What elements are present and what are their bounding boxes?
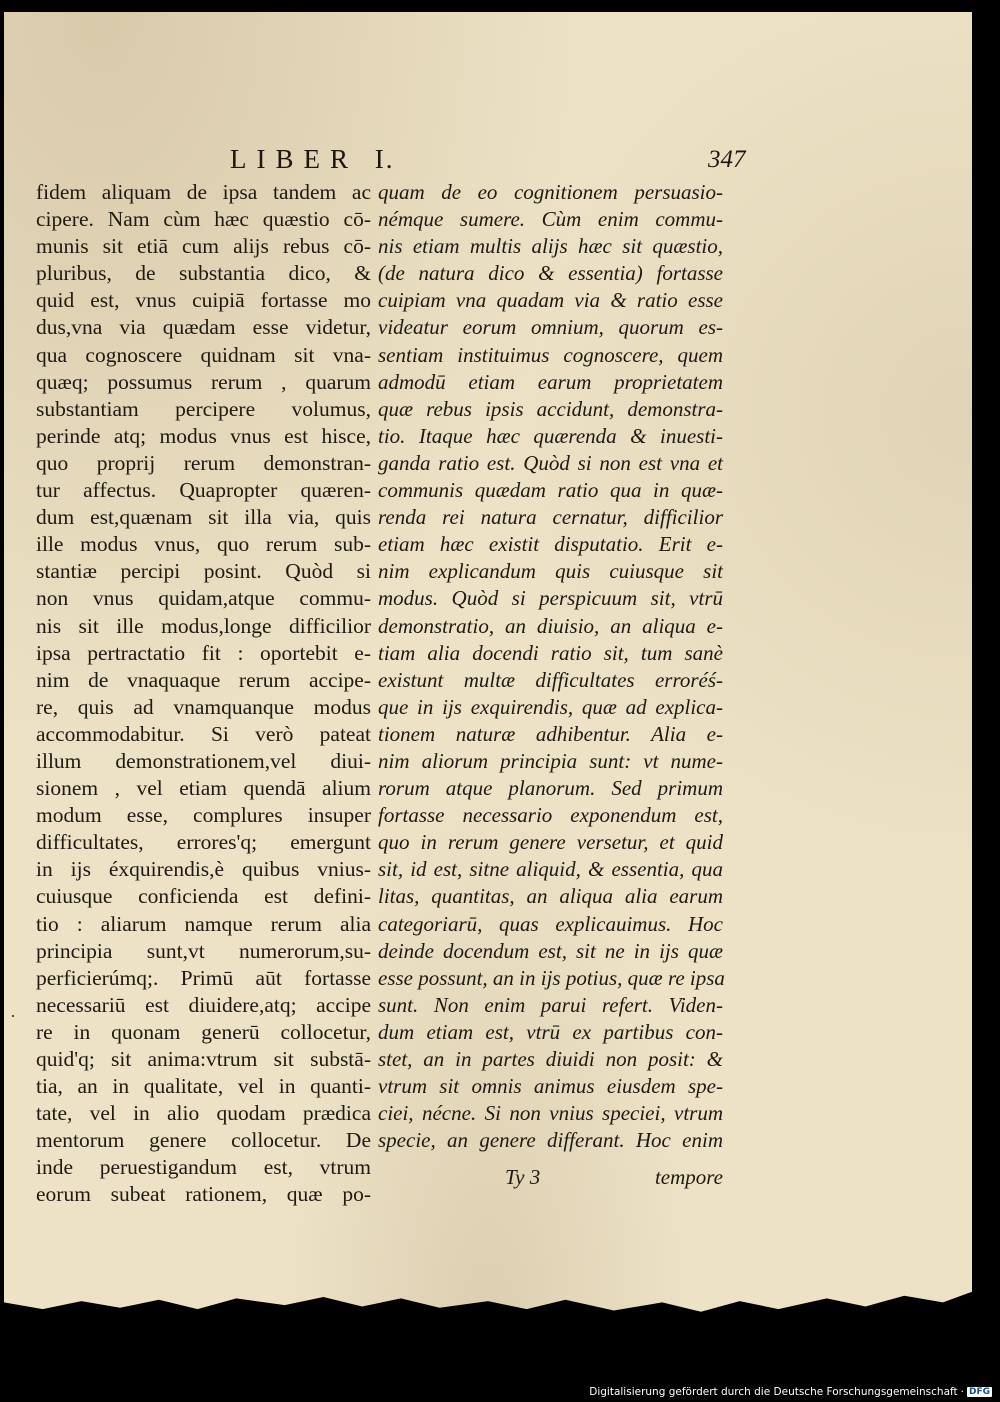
text-line: sunt. Non enim parui refert. Viden-: [378, 992, 723, 1017]
text-line: ganda ratio est. Quòd si non est vna et: [378, 450, 723, 475]
text-line: cuipiam vna quadam via & ratio esse: [378, 288, 723, 313]
text-line: némque sumere. Cùm enim commu-: [378, 207, 723, 232]
text-line: quid est, vnus cuipiā fortasse mo: [36, 288, 371, 313]
text-line: dum est,quænam sit illa via, quis: [36, 505, 371, 530]
text-line: tiam alia docendi ratio sit, tum sanè: [378, 640, 723, 665]
dfg-logo-icon: DFG: [968, 1387, 990, 1397]
text-line: quam de eo cognitionem persuasio-: [378, 180, 723, 204]
text-line: vtrum sit omnis animus eiusdem spe-: [378, 1074, 723, 1099]
text-line: communis quædam ratio qua in quæ-: [378, 478, 723, 503]
text-line: substantiam percipere volumus,: [36, 396, 371, 421]
text-line: sionem , vel etiam quendā alium: [36, 776, 371, 801]
text-line: cipere. Nam cùm hæc quæstio cō-: [36, 207, 371, 232]
credit-text: Digitalisierung gefördert durch die Deutsche Forschungsgemeinschaft: [589, 1386, 958, 1398]
text-line: nis etiam multis alijs hæc sit quæstio,: [378, 234, 723, 259]
text-line: videatur eorum omnium, quorum es-: [378, 315, 723, 340]
text-line: fidem aliquam de ipsa tandem ac: [36, 180, 371, 204]
text-line: renda rei natura cernatur, difficilior: [378, 505, 723, 530]
text-line: modus. Quòd si perspicuum sit, vtrū: [378, 586, 723, 611]
text-line: demonstratio, an diuisio, an aliqua e-: [378, 613, 723, 638]
digitization-credit: Digitalisierung gefördert durch die Deutsche Forschungsgemeinschaft · DFG: [589, 1386, 990, 1398]
text-line: quo in rerum genere versetur, et quid: [378, 830, 723, 855]
text-line: deinde docendum est, sit ne in ijs quæ: [378, 938, 723, 963]
text-line: pluribus, de substantia dico, &: [36, 261, 371, 286]
text-line: re in quonam generū collocetur,: [36, 1019, 371, 1044]
text-line: ciei, nécne. Si non vnius speciei, vtrum: [378, 1101, 723, 1126]
text-line: tia, an in qualitate, vel in quanti-: [36, 1074, 371, 1099]
text-line: etiam hæc existit disputatio. Erit e-: [378, 532, 723, 557]
text-line: illum demonstrationem,vel diui-: [36, 748, 371, 773]
text-line: perficierúmq;. Primū aūt fortasse: [36, 965, 371, 990]
text-line: inde peruestigandum est, vtrum: [36, 1155, 371, 1180]
text-line: existunt multæ difficultates erroréś-: [378, 667, 723, 692]
text-line: tionem naturæ adhibentur. Alia e-: [378, 721, 723, 746]
text-line: nim aliorum principia sunt: vt nume-: [378, 748, 723, 773]
text-line: ipsa pertractatio fit : oportebit e-: [36, 640, 371, 665]
text-line: modum esse, complures insuper: [36, 803, 371, 828]
text-line: categoriarū, quas explicauimus. Hoc: [378, 911, 723, 936]
text-line: sentiam instituimus cognoscere, quem: [378, 342, 723, 367]
text-line: ille modus vnus, quo rerum sub-: [36, 532, 371, 557]
text-line: (de natura dico & essentia) fortasse: [378, 261, 723, 286]
text-line: nis sit ille modus,longe difficilior: [36, 613, 371, 638]
text-line: quid'q; sit anima:vtrum sit substā-: [36, 1047, 371, 1071]
text-line: stet, an in partes diuidi non posit: &: [378, 1047, 723, 1071]
text-line: necessariū est diuidere,atq; accipe: [36, 992, 371, 1017]
page-number: 347: [708, 146, 746, 173]
text-line: tur affectus. Quapropter quæren-: [36, 478, 371, 503]
text-line: non vnus quidam,atque commu-: [36, 586, 371, 611]
text-line: litas, quantitas, an aliqua alia earum: [378, 884, 723, 909]
text-line: perinde atq; modus vnus est hisce,: [36, 423, 371, 448]
text-line: tio. Itaque hæc quærenda & inuesti-: [378, 423, 723, 448]
text-line: re, quis ad vnamquanque modus: [36, 694, 371, 719]
text-line: tate, vel in alio quodam prædica: [36, 1101, 371, 1126]
text-line: nim de vnaquaque rerum accipe-: [36, 667, 371, 692]
text-line: fortasse necessario exponendum est,: [378, 803, 723, 828]
right-column: [378, 179, 723, 1154]
text-line: munis sit etiā cum alijs rebus cō-: [36, 234, 371, 259]
catchword: tempore: [654, 1165, 723, 1189]
text-line: quo proprij rerum demonstran-: [36, 450, 371, 475]
text-line: mentorum genere collocetur. De: [36, 1128, 371, 1153]
text-line: cuiusque conficienda est defini-: [36, 884, 371, 909]
text-line: esse possunt, an in ijs potius, quæ re ipsa: [378, 965, 725, 990]
text-line: accommodabitur. Si verò pateat: [36, 721, 371, 746]
text-line: quæq; possumus rerum , quarum: [36, 369, 371, 394]
text-line: rorum atque planorum. Sed primum: [378, 776, 723, 801]
text-line: eorum subeat rationem, quæ po-: [36, 1182, 371, 1207]
text-line: sit, id est, sitne aliquid, & essentia, qua: [378, 857, 723, 882]
text-line: specie, an genere differant. Hoc enim: [378, 1128, 723, 1153]
running-title: LIBER: [230, 144, 358, 174]
text-line: tio : aliarum namque rerum alia: [36, 911, 371, 936]
text-line: dus,vna via quædam esse videtur,: [36, 315, 371, 340]
text-line: in ijs éxquirendis,è quibus vnius-: [36, 857, 371, 882]
text-line: principia sunt,vt numerorum,su-: [36, 938, 371, 963]
running-header: [230, 144, 395, 175]
text-line: dum etiam est, vtrū ex partibus con-: [378, 1019, 723, 1044]
text-line: que in ijs exquirendis, quæ ad explica-: [378, 694, 723, 719]
book-number: I.: [374, 144, 395, 174]
signature-mark: Ty 3: [505, 1165, 541, 1189]
text-line: quæ rebus ipsis accidunt, demonstra-: [378, 396, 723, 421]
text-line: qua cognoscere quidnam sit vna-: [36, 342, 371, 367]
page-footer: [505, 1165, 723, 1195]
margin-mark: ·: [10, 1006, 16, 1026]
text-line: nim explicandum quis cuiusque sit: [378, 559, 723, 584]
left-column: [36, 179, 371, 1209]
text-line: difficultates, errores'q; emergunt: [36, 830, 371, 855]
text-line: stantiæ percipi posint. Quòd si: [36, 559, 371, 584]
text-line: admodū etiam earum proprietatem: [378, 369, 723, 394]
